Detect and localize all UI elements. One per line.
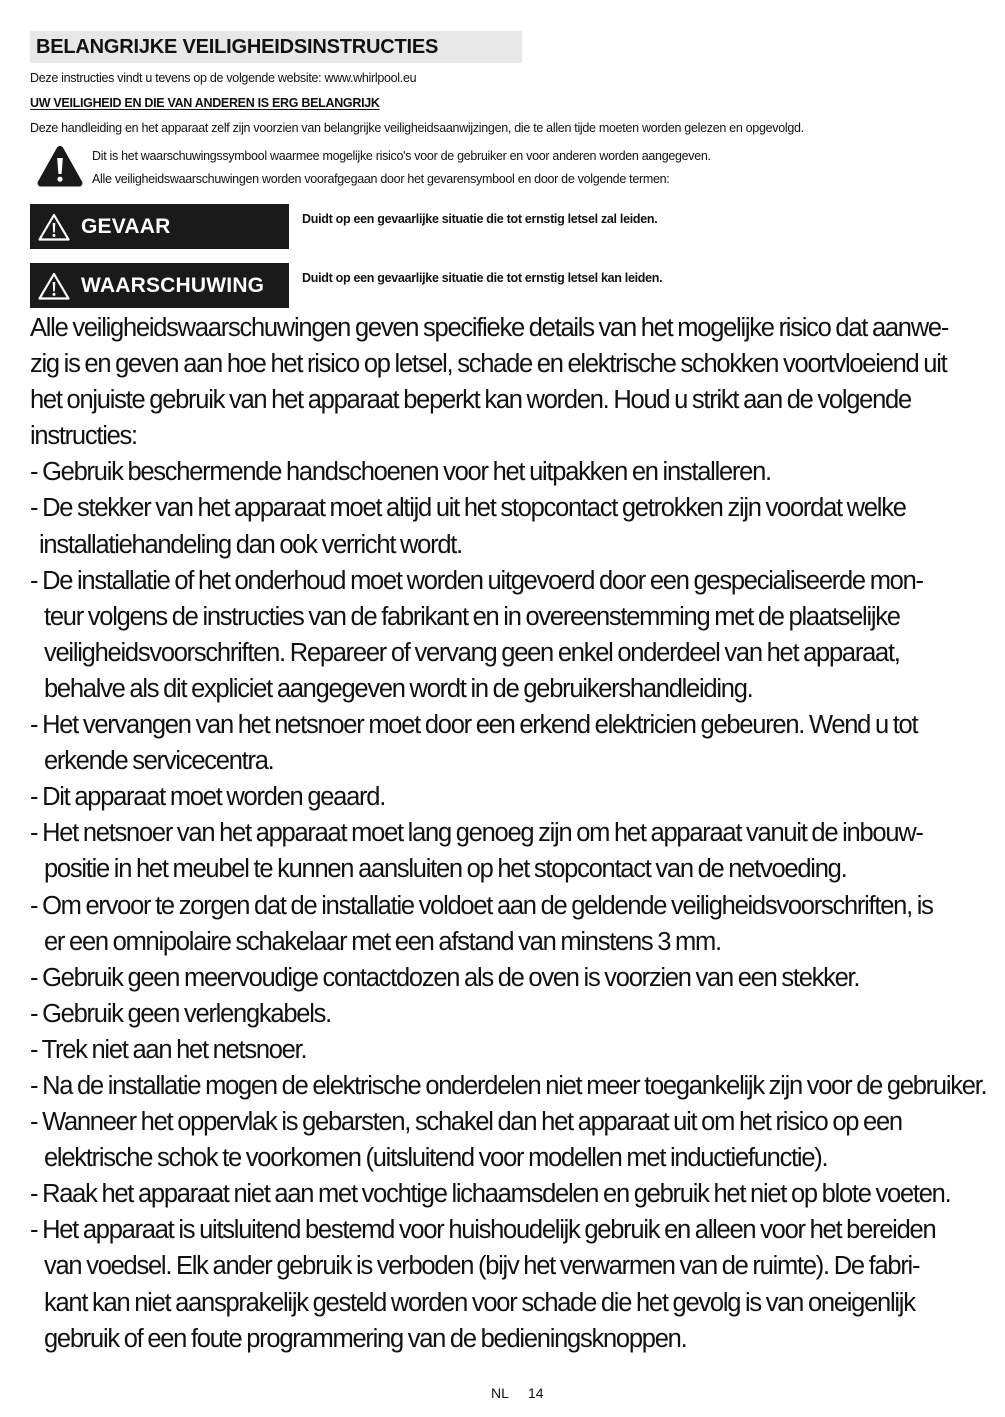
instruction-item: - Na de installatie mogen de elektrische onderdelen niet meer toegankelijk zijn voor de gebruiker. [30,1071,987,1100]
instruction-item: - Dit apparaat moet worden geaard. [30,783,386,812]
page-number: 14 [528,1385,544,1401]
warning-description: Duidt op een gevaarlijke situatie die tot ernstig letsel kan leiden. [302,271,663,285]
body-line: het onjuiste gebruik van het apparaat beperkt kan worden. Houd u strikt aan de volgende [30,386,911,415]
instruction-continuation: erkende servicecentra. [44,747,274,776]
title-bar [30,31,522,63]
instruction-item: - Het vervangen van het netsnoer moet door een erkend elektricien gebeuren. Wend u tot [30,711,918,740]
instruction-continuation: behalve als dit expliciet aangegeven wordt in de gebruikershandleiding. [44,674,753,703]
danger-label [30,204,289,249]
safety-heading: UW VEILIGHEID EN DIE VAN ANDEREN IS ERG BELANGRIJK [30,96,380,110]
instruction-continuation: positie in het meubel te kunnen aansluiten op het stopcontact van de netvoeding. [44,855,847,884]
instruction-item: - Het netsnoer van het apparaat moet lang genoeg zijn om het apparaat vanuit de inbouw- [30,819,923,848]
instruction-continuation: van voedsel. Elk ander gebruik is verboden (bijv het verwarmen van de ruimte). De fabri- [44,1252,920,1281]
instruction-continuation: gebruik of een foute programmering van de bedieningsknoppen. [44,1324,687,1353]
instruction-continuation: elektrische schok te voorkomen (uitsluitend voor modellen met inductiefunctie). [44,1144,828,1173]
instruction-continuation: veiligheidsvoorschriften. Repareer of vervang geen enkel onderdeel van het apparaat, [44,638,900,667]
instruction-continuation: teur volgens de instructies van de fabrikant en in overeenstemming met de plaatselijke [44,602,900,631]
footer-language: NL [491,1385,509,1401]
safety-instructions [30,310,987,1357]
instruction-item: - Gebruik geen meervoudige contactdozen als de oven is voorzien van een stekker. [30,963,860,992]
body-line: Alle veiligheidswaarschuwingen geven specifieke details van het mogelijke risico dat aanwe- [30,314,949,342]
warning-label [30,263,289,308]
instruction-item: - De installatie of het onderhoud moet worden uitgevoerd door een gespecialiseerde mon- [30,566,923,595]
symbol-description-2: Alle veiligheidswaarschuwingen worden voorafgegaan door het gevarensymbool en door de volgende termen: [92,172,670,186]
warning-triangle-icon [38,272,70,300]
instruction-item: - Trek niet aan het netsnoer. [30,1035,307,1064]
warning-triangle-icon [36,144,84,188]
danger-label-text: GEVAAR [81,215,171,238]
warning-triangle-icon [38,213,70,241]
instruction-continuation: er een omnipolaire schakelaar met een afstand van minstens 3 mm. [44,927,721,956]
instruction-continuation: kant kan niet aansprakelijk gesteld worden voor schade die het gevolg is van oneigenlijk [44,1288,915,1317]
symbol-description-1: Dit is het waarschuwingssymbool waarmee mogelijke risico's voor de gebruiker en voor anderen worden aangegeven. [92,149,711,163]
instruction-item: - Het apparaat is uitsluitend bestemd voor huishoudelijk gebruik en alleen voor het bereiden [30,1216,936,1245]
body-line: instructies: [30,422,137,451]
instruction-item: - Gebruik beschermende handschoenen voor het uitpakken en installeren. [30,458,771,487]
instruction-item: - Raak het apparaat niet aan met vochtige lichaamsdelen en gebruik het niet op blote voeten. [30,1180,951,1209]
instruction-continuation: installatiehandeling dan ook verricht wordt. [39,530,462,559]
instruction-item: - Wanneer het oppervlak is gebarsten, schakel dan het apparaat uit om het risico op een [30,1108,902,1137]
page-title: BELANGRIJKE VEILIGHEIDSINSTRUCTIES [36,36,439,58]
body-line: zig is en geven aan hoe het risico op letsel, schade en elektrische schokken voortvloeiend uit [30,350,947,379]
danger-description: Duidt op een gevaarlijke situatie die tot ernstig letsel zal leiden. [302,212,658,226]
website-note: Deze instructies vindt u tevens op de volgende website: www.whirlpool.eu [30,71,417,85]
intro-text: Deze handleiding en het apparaat zelf zijn voorzien van belangrijke veiligheidsaanwijzingen, die te allen tijde moeten worden gelezen en opgevolgd. [30,121,804,135]
instruction-item: - Om ervoor te zorgen dat de installatie voldoet aan de geldende veiligheidsvoorschriften, is [30,891,933,920]
instruction-item: - De stekker van het apparaat moet altijd uit het stopcontact getrokken zijn voordat welke [30,494,906,523]
instruction-item: - Gebruik geen verlengkabels. [30,999,331,1028]
warning-label-text: WAARSCHUWING [81,274,265,297]
